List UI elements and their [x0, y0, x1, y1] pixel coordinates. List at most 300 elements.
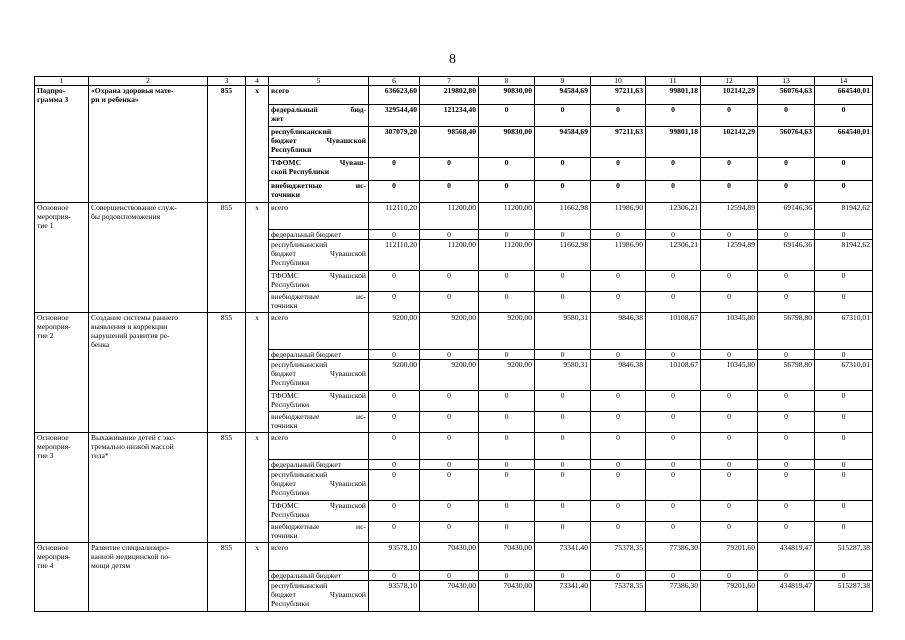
- funding-source-cell: [269, 271, 369, 292]
- amount-cell: 0: [535, 522, 591, 543]
- executor-code-cell: [208, 292, 246, 313]
- funding-source-cell: [269, 460, 369, 470]
- amount-cell: 0: [701, 180, 758, 202]
- amount-cell: 0: [701, 411, 758, 432]
- funding-source-cell: [269, 501, 369, 522]
- funding-source-line: всего: [271, 543, 289, 552]
- cell-line: выявления и коррекции: [91, 322, 168, 331]
- program-code-cell: [35, 271, 89, 292]
- amount-cell: 90830,00: [479, 86, 535, 105]
- amount-cell: 94584,69: [535, 126, 591, 157]
- page-number: 8: [449, 52, 456, 67]
- table-row-total: [35, 313, 873, 350]
- table-row: [35, 470, 873, 501]
- amount-cell: 0: [420, 157, 479, 180]
- program-name-cell: [89, 432, 208, 460]
- funding-source-line: Республики: [271, 399, 310, 409]
- program-code-cell: [35, 349, 89, 359]
- budget-code-cell: [246, 271, 269, 292]
- amount-cell: 0: [479, 501, 535, 522]
- program-name-cell: [89, 86, 208, 105]
- budget-code-cell: [246, 359, 269, 390]
- program-code-cell: [35, 202, 89, 230]
- amount-cell: 0: [420, 411, 479, 432]
- amount-cell: 81942,62: [815, 202, 873, 230]
- amount-cell: 0: [591, 271, 646, 292]
- amount-cell: 0: [535, 411, 591, 432]
- executor-code-cell: [208, 104, 246, 126]
- amount-cell: 0: [479, 470, 535, 501]
- amount-cell: 0: [591, 470, 646, 501]
- funding-source-line: внебюджетные ис-: [271, 292, 366, 301]
- amount-cell: 0: [815, 230, 873, 240]
- amount-cell: 0: [646, 390, 701, 411]
- amount-cell: 0: [701, 104, 758, 126]
- amount-cell: 434819,47: [758, 580, 815, 611]
- amount-cell: 81942,62: [815, 240, 873, 271]
- amount-cell: 0: [420, 390, 479, 411]
- amount-cell: 0: [646, 570, 701, 580]
- amount-cell: 0: [815, 292, 873, 313]
- amount-cell: 0: [591, 522, 646, 543]
- budget-code-cell: [246, 411, 269, 432]
- amount-cell: 0: [479, 292, 535, 313]
- cell-line: Создание системы раннего: [91, 313, 179, 322]
- executor-code-cell: [208, 522, 246, 543]
- program-code-cell: [35, 86, 89, 105]
- program-code-cell: [35, 359, 89, 390]
- funding-source-line: республиканский: [271, 470, 328, 479]
- amount-cell: 0: [815, 570, 873, 580]
- amount-cell: 9846,38: [591, 359, 646, 390]
- amount-cell: 0: [535, 157, 591, 180]
- amount-cell: 9846,38: [591, 313, 646, 350]
- funding-source-line: ТФОМС Чувашской: [271, 271, 366, 280]
- cell-line: ванной медицинской по-: [91, 552, 171, 561]
- column-number-cell: 3: [208, 77, 246, 86]
- amount-cell: 0: [591, 157, 646, 180]
- program-code-cell: [35, 157, 89, 180]
- amount-cell: 0: [758, 157, 815, 180]
- amount-cell: 79201,60: [701, 580, 758, 611]
- amount-cell: 0: [479, 230, 535, 240]
- program-code-cell: [35, 580, 89, 611]
- funding-source-line: Республики: [271, 598, 310, 608]
- program-name-cell: [89, 292, 208, 313]
- amount-cell: 0: [420, 522, 479, 543]
- program-code-cell: [35, 570, 89, 580]
- column-number-cell: 2: [89, 77, 208, 86]
- amount-cell: 10108,67: [646, 359, 701, 390]
- amount-cell: 0: [815, 104, 873, 126]
- executor-code-cell: 855: [208, 543, 246, 571]
- executor-code-cell: 855: [208, 432, 246, 460]
- amount-cell: 0: [591, 104, 646, 126]
- funding-source-cell: [269, 522, 369, 543]
- cell-line: мероприя-: [37, 322, 71, 331]
- cell-line: Основное: [37, 432, 69, 442]
- amount-cell: 515287,38: [815, 543, 873, 571]
- amount-cell: 0: [591, 501, 646, 522]
- funding-source-line: точники: [271, 531, 298, 540]
- program-code-cell: [35, 501, 89, 522]
- amount-cell: 0: [591, 411, 646, 432]
- amount-cell: 0: [758, 271, 815, 292]
- budget-code-cell: [246, 580, 269, 611]
- funding-source-cell: [269, 359, 369, 390]
- budget-code-cell: [246, 104, 269, 126]
- amount-cell: 77386,30: [646, 543, 701, 571]
- cell-line: Развитие специализиро-: [91, 543, 170, 552]
- program-name-cell: [89, 522, 208, 543]
- amount-cell: 0: [369, 432, 420, 460]
- funding-source-line: республиканский: [271, 126, 332, 136]
- amount-cell: 77386,30: [646, 580, 701, 611]
- amount-cell: 0: [815, 460, 873, 470]
- amount-cell: 0: [535, 230, 591, 240]
- funding-source-line: бюджет Чувашской: [271, 135, 366, 145]
- table-row: [35, 460, 873, 470]
- amount-cell: 75378,35: [591, 543, 646, 571]
- amount-cell: 10108,67: [646, 313, 701, 350]
- amount-cell: 636623,60: [369, 86, 420, 105]
- amount-cell: 0: [815, 180, 873, 202]
- program-name-cell: [89, 230, 208, 240]
- program-name-cell: [89, 570, 208, 580]
- amount-cell: 0: [369, 157, 420, 180]
- executor-code-cell: 855: [208, 202, 246, 230]
- amount-cell: 99801,18: [646, 86, 701, 105]
- table-row: [35, 180, 873, 202]
- amount-cell: 0: [420, 432, 479, 460]
- table-row: [35, 390, 873, 411]
- funding-source-line: республиканский: [271, 240, 328, 249]
- program-code-cell: [35, 460, 89, 470]
- amount-cell: 9200,00: [420, 313, 479, 350]
- amount-cell: 0: [758, 411, 815, 432]
- program-name-cell: [89, 501, 208, 522]
- amount-cell: 0: [420, 470, 479, 501]
- amount-cell: 10345,80: [701, 313, 758, 350]
- cell-line: тие 3: [37, 450, 54, 460]
- cell-line: Совершенствование служ-: [91, 202, 177, 212]
- amount-cell: 0: [701, 522, 758, 543]
- program-code-cell: [35, 104, 89, 126]
- funding-source-line: внебюджетные ис-: [271, 180, 366, 190]
- funding-source-cell: [269, 230, 369, 240]
- funding-source-cell: [269, 157, 369, 180]
- column-number-cell: 13: [758, 77, 815, 86]
- amount-cell: 12594,89: [701, 202, 758, 230]
- amount-cell: 97211,63: [591, 86, 646, 105]
- amount-cell: 11986,90: [591, 240, 646, 271]
- amount-cell: 515287,38: [815, 580, 873, 611]
- program-code-cell: [35, 390, 89, 411]
- amount-cell: 560764,63: [758, 86, 815, 105]
- budget-code-cell: х: [246, 432, 269, 460]
- amount-cell: 0: [420, 460, 479, 470]
- amount-cell: 0: [535, 432, 591, 460]
- cell-line: тие 1: [37, 220, 54, 230]
- funding-source-cell: [269, 470, 369, 501]
- amount-cell: 0: [758, 292, 815, 313]
- amount-cell: 0: [701, 349, 758, 359]
- executor-code-cell: [208, 349, 246, 359]
- cell-line: тие 2: [37, 331, 54, 340]
- budget-code-cell: х: [246, 202, 269, 230]
- amount-cell: 9200,00: [479, 359, 535, 390]
- funding-source-line: федеральный бюджет: [271, 460, 341, 469]
- amount-cell: 0: [591, 349, 646, 359]
- amount-cell: 11200,00: [420, 202, 479, 230]
- amount-cell: 70430,00: [479, 580, 535, 611]
- budget-code-cell: [246, 390, 269, 411]
- table-row: [35, 570, 873, 580]
- executor-code-cell: [208, 126, 246, 157]
- amount-cell: 0: [591, 432, 646, 460]
- amount-cell: 0: [479, 432, 535, 460]
- program-name-cell: [89, 470, 208, 501]
- budget-code-cell: [246, 240, 269, 271]
- executor-code-cell: [208, 570, 246, 580]
- column-number-cell: 11: [646, 77, 701, 86]
- funding-source-cell: [269, 202, 369, 230]
- amount-cell: 70430,00: [479, 543, 535, 571]
- cell-line: бы родовспоможения: [91, 211, 161, 221]
- amount-cell: 0: [369, 292, 420, 313]
- amount-cell: 0: [815, 349, 873, 359]
- amount-cell: 0: [479, 157, 535, 180]
- amount-cell: 0: [535, 349, 591, 359]
- funding-source-line: точники: [271, 420, 298, 430]
- amount-cell: 102142,29: [701, 86, 758, 105]
- funding-source-cell: [269, 104, 369, 126]
- amount-cell: 0: [758, 501, 815, 522]
- program-name-cell: [89, 180, 208, 202]
- amount-cell: 79201,60: [701, 543, 758, 571]
- amount-cell: 0: [369, 271, 420, 292]
- table-row: [35, 104, 873, 126]
- amount-cell: 98568,40: [420, 126, 479, 157]
- amount-cell: 9580,31: [535, 359, 591, 390]
- amount-cell: 0: [420, 349, 479, 359]
- program-name-cell: [89, 157, 208, 180]
- amount-cell: 93578,10: [369, 580, 420, 611]
- amount-cell: 0: [591, 570, 646, 580]
- amount-cell: 70430,00: [420, 543, 479, 571]
- amount-cell: 0: [701, 470, 758, 501]
- amount-cell: 0: [646, 349, 701, 359]
- amount-cell: 664540,01: [815, 86, 873, 105]
- amount-cell: 11200,00: [479, 202, 535, 230]
- amount-cell: 0: [535, 104, 591, 126]
- table-row: [35, 240, 873, 271]
- budget-code-cell: [246, 501, 269, 522]
- amount-cell: 0: [701, 230, 758, 240]
- amount-cell: 0: [535, 501, 591, 522]
- amount-cell: 12594,89: [701, 240, 758, 271]
- funding-source-line: внебюджетные ис-: [271, 522, 366, 531]
- column-number-row: [35, 77, 873, 86]
- amount-cell: 0: [591, 230, 646, 240]
- amount-cell: 121234,40: [420, 104, 479, 126]
- table-row: [35, 126, 873, 157]
- program-code-cell: [35, 240, 89, 271]
- amount-cell: 69146,36: [758, 240, 815, 271]
- amount-cell: 0: [369, 349, 420, 359]
- funding-source-line: всего: [271, 313, 289, 322]
- amount-cell: 112110,20: [369, 202, 420, 230]
- budget-code-cell: [246, 180, 269, 202]
- amount-cell: 0: [758, 570, 815, 580]
- amount-cell: 0: [369, 570, 420, 580]
- amount-cell: 0: [758, 390, 815, 411]
- amount-cell: 0: [479, 390, 535, 411]
- column-number-cell: 9: [535, 77, 591, 86]
- amount-cell: 0: [646, 271, 701, 292]
- amount-cell: 70430,00: [420, 580, 479, 611]
- amount-cell: 0: [479, 271, 535, 292]
- cell-line: тремально низкой массой: [91, 441, 174, 451]
- budget-code-cell: [246, 570, 269, 580]
- executor-code-cell: 855: [208, 313, 246, 350]
- executor-code-cell: 855: [208, 86, 246, 105]
- funding-source-cell: [269, 240, 369, 271]
- program-code-cell: [35, 180, 89, 202]
- amount-cell: 0: [420, 292, 479, 313]
- funding-source-line: республиканский: [271, 359, 328, 369]
- funding-source-line: Республики: [271, 377, 310, 387]
- program-code-cell: [35, 432, 89, 460]
- cell-line: Основное: [37, 202, 69, 212]
- amount-cell: 9200,00: [479, 313, 535, 350]
- amount-cell: 11662,98: [535, 240, 591, 271]
- table-row-total: [35, 86, 873, 105]
- budget-code-cell: [246, 470, 269, 501]
- budget-code-cell: [246, 157, 269, 180]
- executor-code-cell: [208, 580, 246, 611]
- table-row-total: [35, 202, 873, 230]
- column-number-cell: 5: [269, 77, 369, 86]
- funding-source-cell: [269, 180, 369, 202]
- amount-cell: 560764,63: [758, 126, 815, 157]
- amount-cell: 0: [815, 522, 873, 543]
- amount-cell: 0: [815, 157, 873, 180]
- executor-code-cell: [208, 470, 246, 501]
- amount-cell: 0: [758, 104, 815, 126]
- amount-cell: 0: [420, 271, 479, 292]
- column-number-cell: 12: [701, 77, 758, 86]
- column-number-cell: 4: [246, 77, 269, 86]
- executor-code-cell: [208, 271, 246, 292]
- column-number-cell: 10: [591, 77, 646, 86]
- cell-line: «Охрана здоровья мате-: [91, 86, 174, 95]
- amount-cell: 0: [479, 349, 535, 359]
- amount-cell: 0: [369, 390, 420, 411]
- amount-cell: 0: [591, 390, 646, 411]
- amount-cell: 102142,29: [701, 126, 758, 157]
- amount-cell: 0: [646, 104, 701, 126]
- program-name-cell: [89, 543, 208, 571]
- funding-source-line: Республики: [271, 280, 310, 289]
- funding-source-line: внебюджетные ис-: [271, 411, 366, 421]
- funding-source-line: федеральный бюджет: [271, 570, 341, 580]
- amount-cell: 0: [479, 411, 535, 432]
- amount-cell: 67310,01: [815, 313, 873, 350]
- funding-source-cell: [269, 349, 369, 359]
- amount-cell: 75378,35: [591, 580, 646, 611]
- amount-cell: 0: [815, 501, 873, 522]
- amount-cell: 0: [535, 180, 591, 202]
- funding-source-line: ской Республики: [271, 166, 330, 176]
- funding-source-line: федеральный бюд-: [271, 104, 366, 114]
- table-row: [35, 349, 873, 359]
- amount-cell: 0: [646, 432, 701, 460]
- cell-line: грамма 3: [37, 95, 69, 104]
- amount-cell: 0: [535, 271, 591, 292]
- amount-cell: 0: [758, 230, 815, 240]
- executor-code-cell: [208, 180, 246, 202]
- column-number-cell: 14: [815, 77, 873, 86]
- executor-code-cell: [208, 460, 246, 470]
- amount-cell: 0: [815, 271, 873, 292]
- amount-cell: 329544,40: [369, 104, 420, 126]
- program-name-cell: [89, 104, 208, 126]
- amount-cell: 0: [369, 411, 420, 432]
- amount-cell: 12306,21: [646, 240, 701, 271]
- cell-line: бенка: [91, 340, 110, 349]
- executor-code-cell: [208, 359, 246, 390]
- amount-cell: 0: [535, 570, 591, 580]
- amount-cell: 307079,20: [369, 126, 420, 157]
- amount-cell: 99801,18: [646, 126, 701, 157]
- budget-code-cell: х: [246, 313, 269, 350]
- budget-code-cell: х: [246, 543, 269, 571]
- amount-cell: 0: [420, 230, 479, 240]
- funding-source-line: республиканский: [271, 580, 328, 590]
- executor-code-cell: [208, 501, 246, 522]
- amount-cell: 97211,63: [591, 126, 646, 157]
- amount-cell: 0: [758, 432, 815, 460]
- amount-cell: 11200,00: [420, 240, 479, 271]
- amount-cell: 0: [758, 522, 815, 543]
- amount-cell: 0: [646, 180, 701, 202]
- executor-code-cell: [208, 390, 246, 411]
- funding-source-cell: [269, 86, 369, 105]
- funding-source-line: всего: [271, 202, 289, 212]
- amount-cell: 0: [758, 470, 815, 501]
- funding-source-cell: [269, 570, 369, 580]
- amount-cell: 94584,69: [535, 86, 591, 105]
- funding-source-cell: [269, 313, 369, 350]
- amount-cell: 0: [815, 432, 873, 460]
- amount-cell: 0: [701, 570, 758, 580]
- cell-line: Подпро-: [37, 86, 66, 95]
- amount-cell: 0: [646, 411, 701, 432]
- amount-cell: 0: [535, 390, 591, 411]
- amount-cell: 9580,31: [535, 313, 591, 350]
- funding-source-cell: [269, 543, 369, 571]
- funding-source-cell: [269, 432, 369, 460]
- amount-cell: 0: [758, 349, 815, 359]
- amount-cell: 0: [369, 501, 420, 522]
- cell-line: мощи детям: [91, 561, 131, 570]
- executor-code-cell: [208, 411, 246, 432]
- amount-cell: 0: [815, 470, 873, 501]
- cell-line: мероприя-: [37, 552, 71, 561]
- funding-source-line: Республики: [271, 258, 310, 267]
- budget-code-cell: [246, 292, 269, 313]
